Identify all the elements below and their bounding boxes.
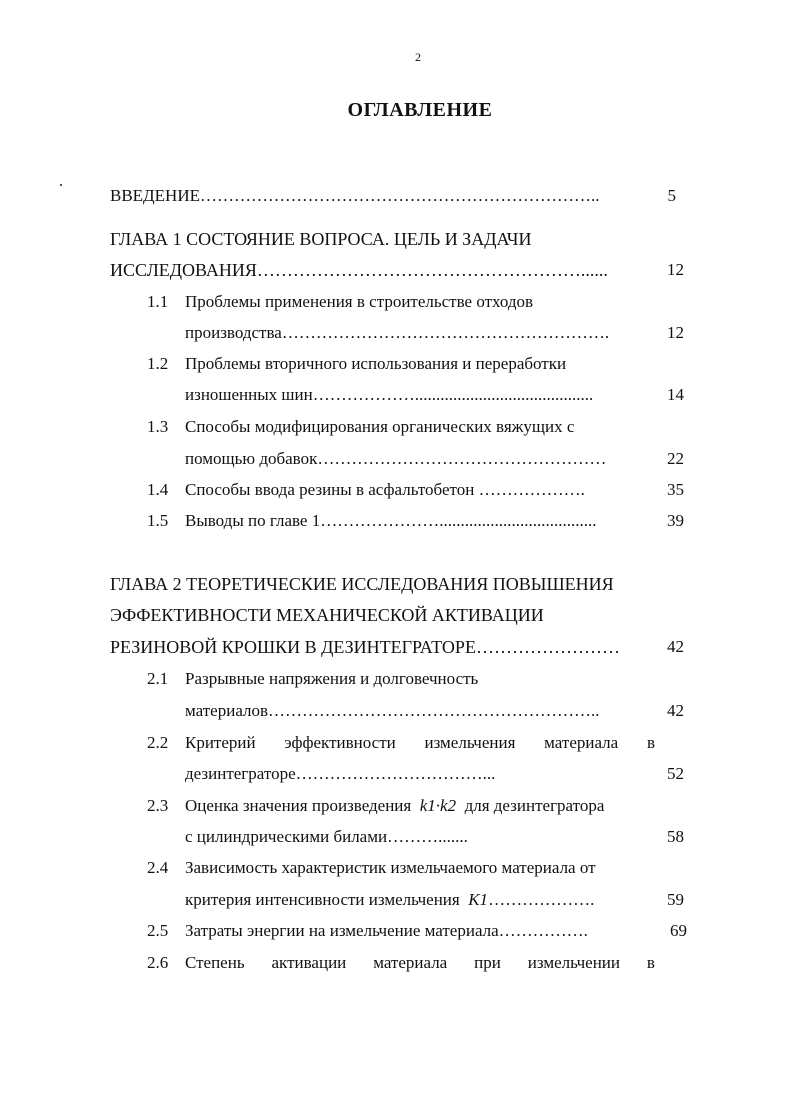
page-ref: 58 (667, 827, 684, 846)
page-ref: 42 (667, 637, 684, 656)
title-word: материала (373, 953, 448, 972)
leader-dots: ………………………………………………...... (256, 260, 608, 280)
page-ref: 22 (667, 449, 684, 468)
entry-label: материалов (185, 701, 269, 720)
section-number: 2.2 (147, 733, 169, 752)
page-ref: 5 (667, 186, 676, 205)
leader-dots: ………………………………………………….. (268, 701, 600, 720)
entry-label: Затраты энергии на измельчение материала (185, 921, 499, 940)
page-ref: 39 (667, 511, 684, 530)
page-ref: 14 (667, 385, 684, 404)
section-number: 1.4 (147, 480, 169, 499)
section-1-5-title (185, 511, 596, 531)
section-1-2-title-line2 (185, 385, 593, 405)
section-number: 2.3 (147, 796, 169, 815)
title-word: Критерий (185, 733, 256, 752)
page-ref: 12 (667, 260, 684, 279)
section-number: 1.1 (147, 292, 169, 311)
leader-dots: ……………………………... (295, 764, 496, 783)
section-number: 2.5 (147, 921, 169, 940)
section-2-2-title (185, 733, 655, 753)
title-text: для дезинтегратора (464, 796, 605, 815)
section-2-3-title (185, 796, 604, 816)
chapter-1-title-line1: ГЛАВА 1 СОСТОЯНИЕ ВОПРОСА. ЦЕЛЬ И ЗАДАЧИ (110, 229, 532, 249)
title-word: активации (271, 953, 347, 972)
section-number: 1.2 (147, 354, 169, 373)
entry-label: изношенных шин (185, 385, 313, 404)
title-word: измельчении (527, 953, 620, 972)
entry-label: дезинтеграторе (185, 764, 296, 783)
title-word: эффективности (284, 733, 396, 752)
section-number: 2.1 (147, 669, 169, 688)
page-ref: 59 (667, 890, 684, 909)
section-1-3-title: Способы модифицирования органических вяжущих с (185, 417, 575, 436)
section-1-2-title: Проблемы вторичного использования и переработки (185, 354, 567, 373)
entry-label: с цилиндрическими билами (185, 827, 388, 846)
section-2-4-title-line2 (185, 890, 594, 910)
title-word: в (646, 733, 655, 752)
section-1-1-title: Проблемы применения в строительстве отходов (185, 292, 534, 311)
leader-dots: ……………. (498, 921, 588, 940)
title-word: измельчения (424, 733, 516, 752)
leader-dots: ………………. (488, 890, 595, 909)
chapter-1-title-line2 (110, 260, 608, 280)
title-text: Оценка значения произведения (185, 796, 412, 815)
math-expression: k1·k2 (419, 796, 457, 815)
section-number: 2.4 (147, 858, 169, 877)
leader-dots: …………………… (475, 637, 620, 657)
entry-label: Способы ввода резины в асфальтобетон (185, 480, 475, 499)
section-2-6-title (185, 953, 655, 973)
scan-speck (60, 184, 62, 186)
math-expression: K1 (468, 890, 489, 909)
section-2-5-title (185, 921, 588, 941)
entry-label: критерия интенсивности измельчения (185, 890, 460, 909)
page-ref: 12 (667, 323, 684, 342)
entry-label: Выводы по главе 1 (185, 511, 321, 530)
chapter-2-title-line2: ЭФФЕКТИВНОСТИ МЕХАНИЧЕСКОЙ АКТИВАЦИИ (110, 605, 544, 625)
page-number: 2 (415, 50, 421, 64)
section-1-3-title-line2 (185, 449, 606, 469)
section-2-1-title: Разрывные напряжения и долговечность (185, 669, 479, 688)
page-title: ОГЛАВЛЕНИЕ (347, 99, 493, 121)
title-word: материала (544, 733, 619, 752)
section-2-1-title-line2 (185, 701, 600, 721)
leader-dots: …………………..................................... (320, 511, 597, 530)
entry-label: ИССЛЕДОВАНИЯ (110, 260, 257, 280)
section-number: 1.3 (147, 417, 169, 436)
section-2-3-title-line2 (185, 827, 468, 847)
section-number: 1.5 (147, 511, 169, 530)
title-word: Степень (185, 953, 245, 972)
section-2-4-title: Зависимость характеристик измельчаемого материала от (185, 858, 596, 877)
section-1-4-title (185, 480, 585, 500)
entry-label: помощью добавок (185, 449, 318, 468)
toc-entry-intro (110, 186, 599, 206)
leader-dots: ………………. (478, 480, 585, 499)
leader-dots: …………………………………………………………….. (199, 186, 600, 205)
page-ref: 69 (670, 921, 687, 940)
leader-dots: ……………….......................................... (312, 385, 594, 404)
title-word: в (646, 953, 655, 972)
chapter-2-title-line1: ГЛАВА 2 ТЕОРЕТИЧЕСКИЕ ИССЛЕДОВАНИЯ ПОВЫШЕНИЯ (110, 574, 614, 594)
leader-dots: …………………………………………………. (281, 323, 610, 342)
entry-label: ВВЕДЕНИЕ (110, 186, 200, 205)
page-ref: 52 (667, 764, 684, 783)
entry-label: производства (185, 323, 282, 342)
title-word: при (474, 953, 501, 972)
page-ref: 35 (667, 480, 684, 499)
entry-label: РЕЗИНОВОЙ КРОШКИ В ДЕЗИНТЕГРАТОРЕ (110, 637, 476, 657)
chapter-2-title-line3 (110, 637, 620, 657)
section-1-1-title-line2 (185, 323, 609, 343)
section-number: 2.6 (147, 953, 169, 972)
leader-dots: ………....... (387, 827, 468, 846)
section-2-2-title-line2 (185, 764, 495, 784)
leader-dots: …………………………………………… (317, 449, 607, 468)
page-ref: 42 (667, 701, 684, 720)
